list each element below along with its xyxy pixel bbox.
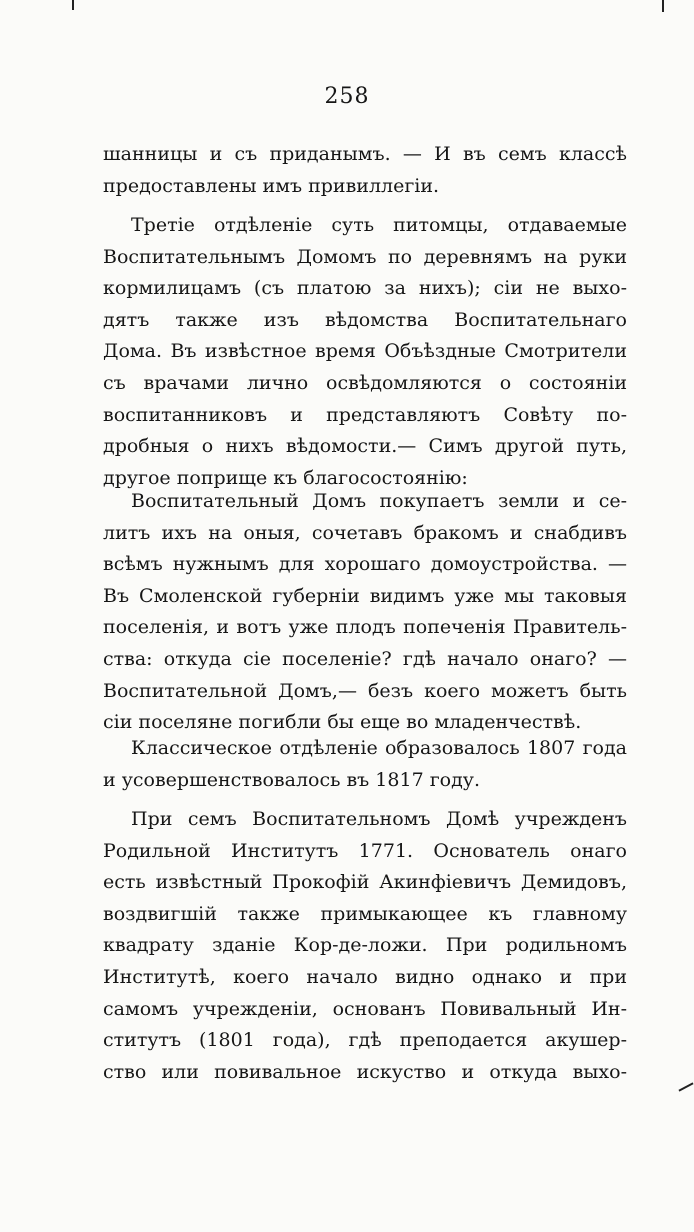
text-line: Институтѣ, коего начало видно однако и при bbox=[103, 965, 627, 988]
text-line: дробныя о нихъ вѣдомости.— Симъ другой путь, bbox=[103, 435, 627, 458]
text-line: предоставлены имъ привиллегіи. bbox=[103, 174, 440, 197]
text-line: кормилицамъ (съ платою за нихъ); сіи не выхо- bbox=[103, 277, 627, 300]
text-line: литъ ихъ на оныя, сочетавъ бракомъ и снабдивъ bbox=[103, 521, 627, 544]
page-number: 258 bbox=[324, 84, 370, 109]
paragraph-1 bbox=[103, 139, 627, 202]
text-line: съ врачами лично освѣдомляются о состояніи bbox=[103, 371, 627, 394]
text-line: ститутъ (1801 года), гдѣ преподается акушер- bbox=[103, 1029, 627, 1052]
text-line: всѣмъ нужнымъ для хорошаго домоустройства. — bbox=[103, 553, 627, 576]
text-line: Въ Смоленской губерніи видимъ уже мы таковыя bbox=[103, 584, 627, 607]
text-line: и усовершенствовалось въ 1817 году. bbox=[103, 768, 481, 791]
text-line: шанницы и съ приданымъ. — И въ семъ классѣ bbox=[103, 143, 627, 165]
scan-mark bbox=[678, 1082, 693, 1091]
text-line: Родильной Институтъ 1771. Основатель онаго bbox=[103, 839, 627, 862]
text-line: дятъ также изъ вѣдомства Воспитательнаго bbox=[103, 308, 627, 331]
text-line: ство или повивальное искуство и откуда выхо- bbox=[103, 1060, 627, 1083]
paragraph-3 bbox=[103, 486, 627, 739]
text-line: воспитанниковъ и представляютъ Совѣту по- bbox=[103, 403, 627, 426]
text-line: самомъ учрежденіи, основанъ Повивальный Ин- bbox=[103, 997, 627, 1020]
text-line: Воспитательной Домъ,— безъ коего можетъ быть bbox=[103, 679, 627, 702]
paragraph-4 bbox=[103, 733, 627, 796]
text-line: Воспитательнымъ Домомъ по деревнямъ на руки bbox=[103, 245, 627, 268]
text-line: Воспитательный Домъ покупаетъ земли и се- bbox=[131, 490, 627, 512]
scan-mark bbox=[72, 0, 74, 10]
text-line: сіи поселяне погибли бы еще во младенчествѣ. bbox=[103, 711, 582, 734]
paragraph-5 bbox=[103, 804, 627, 1088]
text-line: Дома. Въ извѣстное время Объѣздные Смотрители bbox=[103, 340, 627, 363]
text-line: При семъ Воспитательномъ Домѣ учрежденъ bbox=[131, 808, 627, 830]
text-line: ства: откуда сіе поселеніе? гдѣ начало онаго? — bbox=[103, 647, 627, 670]
text-line: поселенія, и вотъ уже плодъ попеченія Правитель- bbox=[103, 616, 627, 639]
paragraph-2 bbox=[103, 210, 627, 494]
text-line: Классическое отдѣленіе образовалось 1807 года bbox=[131, 737, 627, 759]
scan-mark bbox=[662, 0, 664, 12]
text-line: воздвигшій также примыкающее къ главному bbox=[103, 902, 627, 925]
text-line: есть извѣстный Прокофій Акинфіевичъ Демидовъ, bbox=[103, 871, 627, 894]
text-line: другое поприще къ благосостоянію: bbox=[103, 466, 468, 489]
text-line: квадрату зданіе Кор-де-ложи. При родильномъ bbox=[103, 934, 627, 957]
text-line: Третіе отдѣленіе суть питомцы, отдаваемые bbox=[131, 214, 627, 236]
